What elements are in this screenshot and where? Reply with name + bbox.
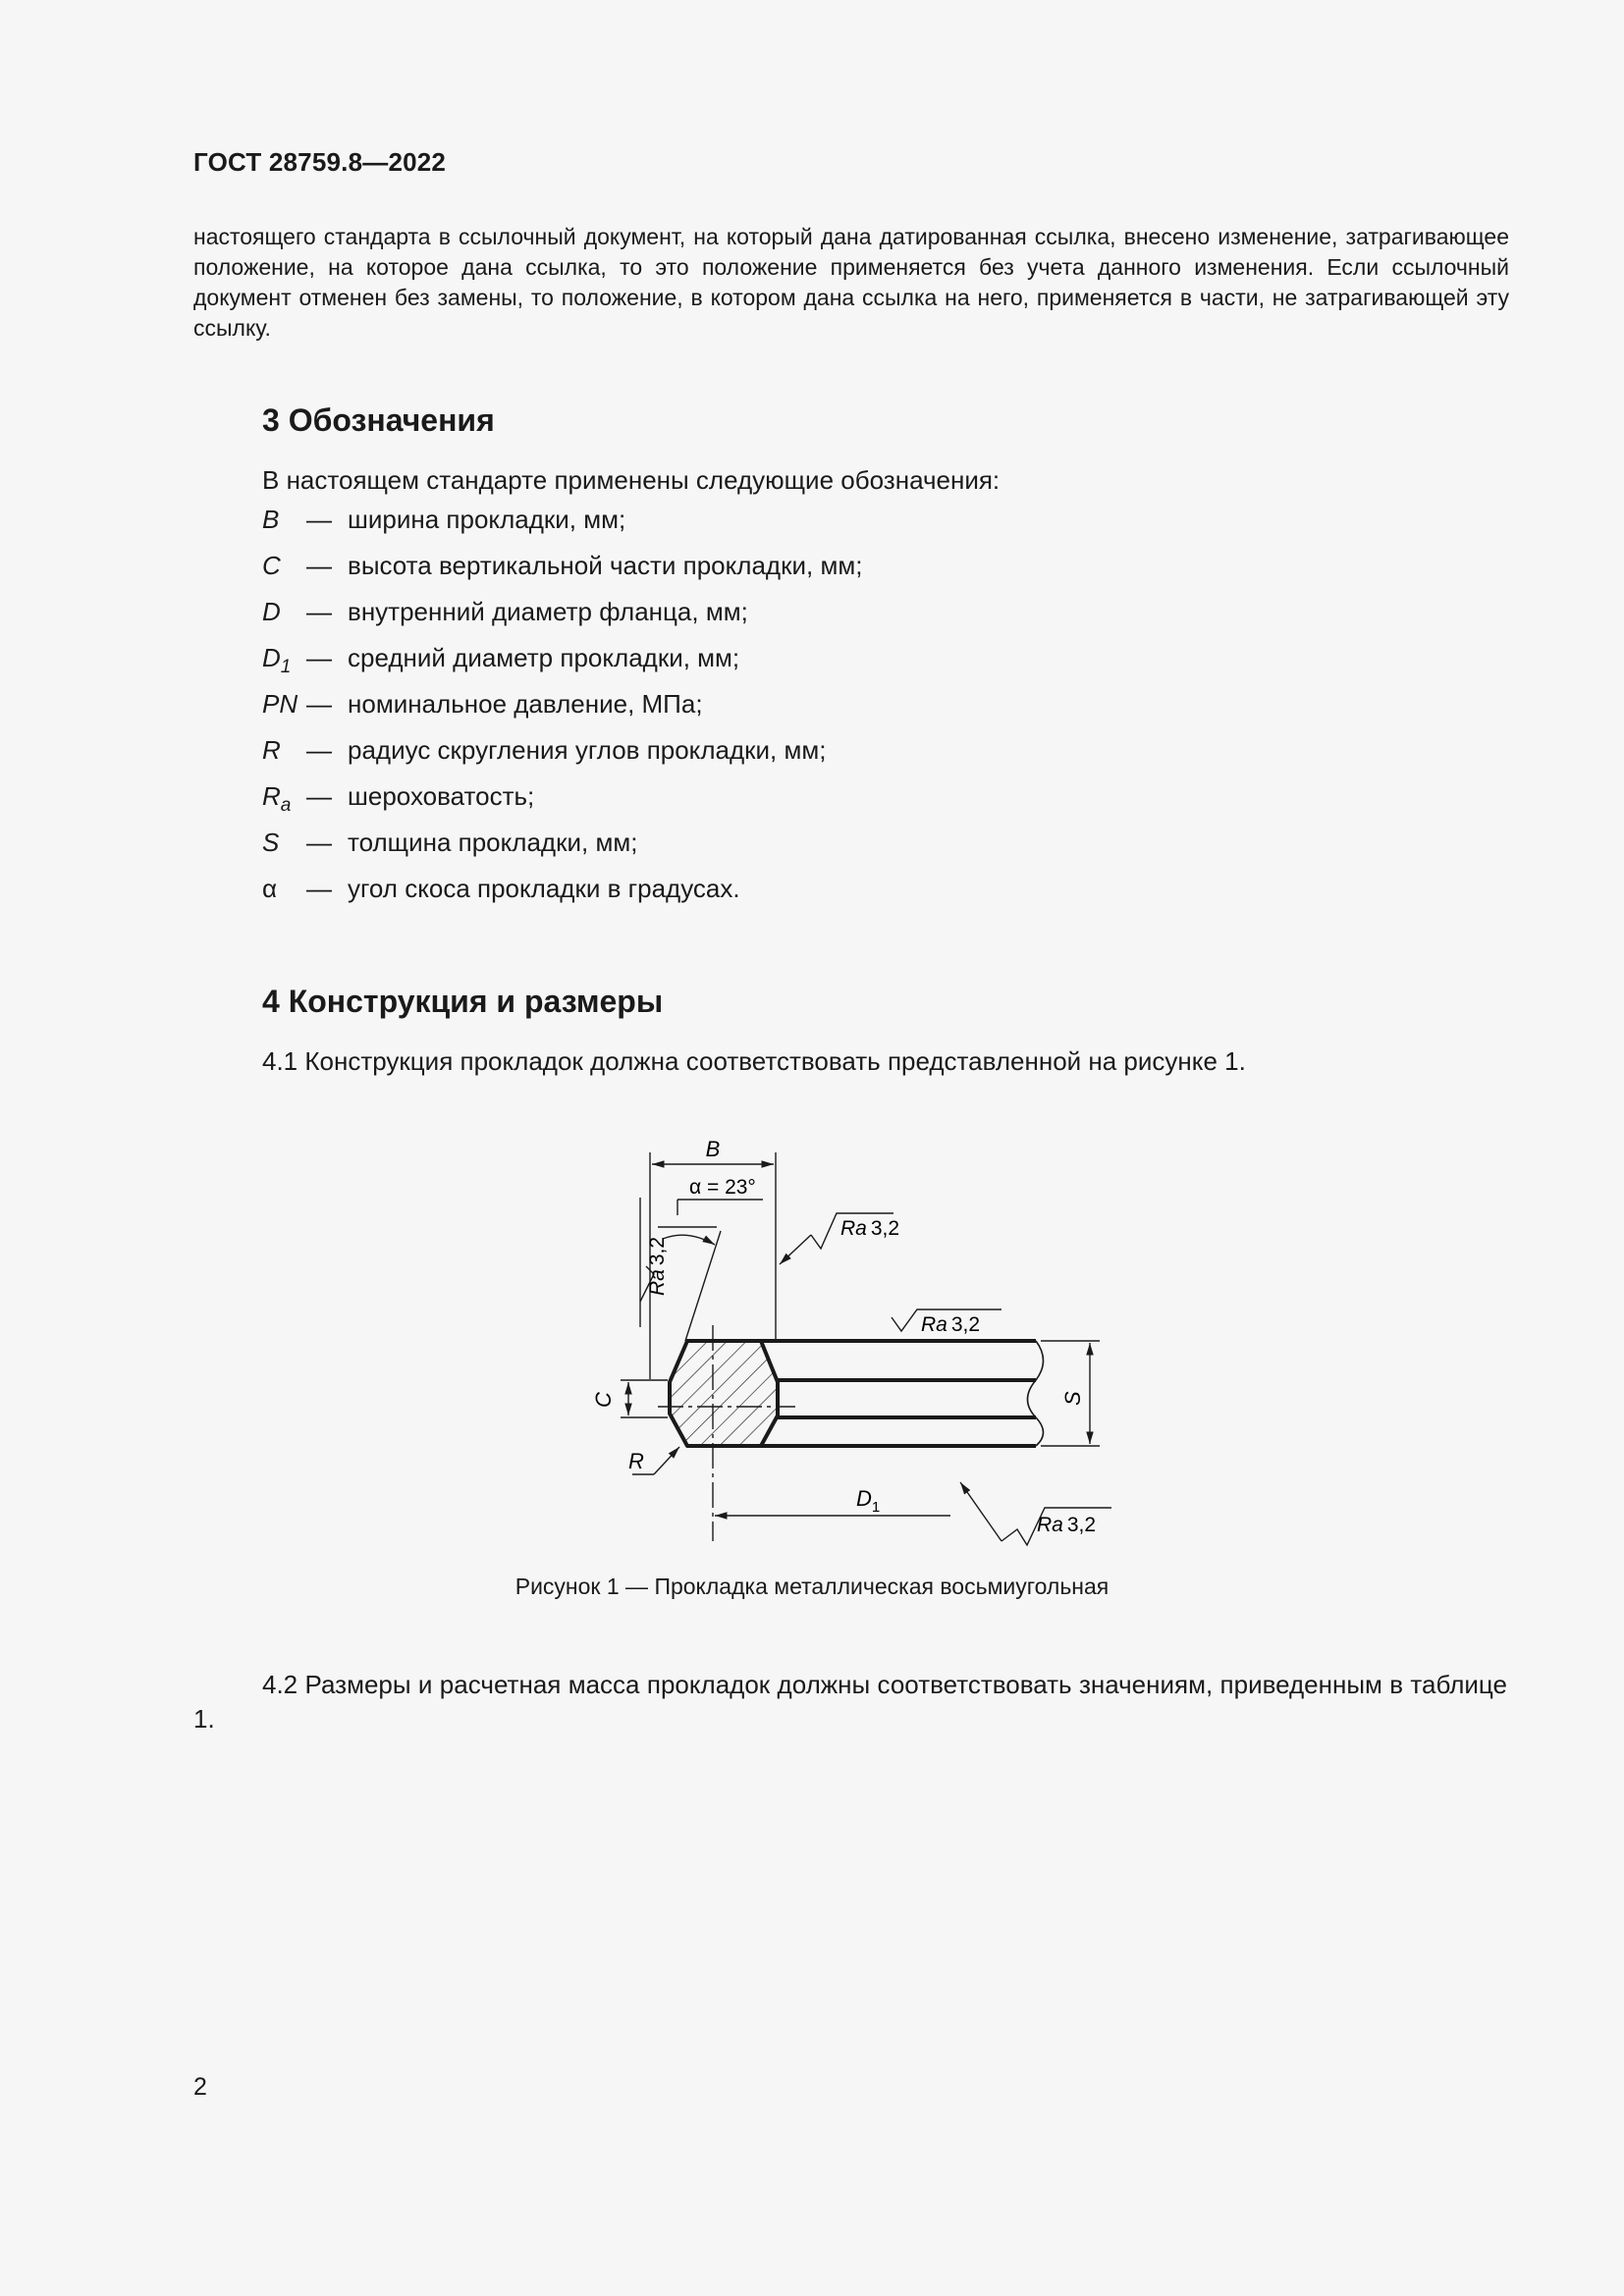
- symbol-name: [262, 733, 306, 767]
- symbol-name: [262, 687, 306, 721]
- ra-surface-label: Ra 3,2: [921, 1313, 981, 1336]
- symbol-description: толщина прокладки, мм;: [348, 828, 638, 857]
- section-3-lead: В настоящем стандарте применены следующие обозначения:: [262, 465, 1001, 495]
- symbol-dash: —: [306, 643, 332, 672]
- symbol-description: радиус скругления углов прокладки, мм;: [348, 735, 827, 765]
- symbol-row: [262, 872, 862, 918]
- break-line: [1028, 1341, 1044, 1446]
- symbol-description: средний диаметр прокладки, мм;: [348, 643, 740, 672]
- symbol-name: [262, 595, 306, 628]
- symbol-row: [262, 687, 862, 733]
- symbol-row: [262, 779, 862, 826]
- symbol-letter: S: [262, 828, 280, 857]
- symbol-description: шероховатость;: [348, 781, 535, 811]
- symbol-description: угол скоса прокладки в градусах.: [348, 874, 740, 903]
- symbol-letter: B: [262, 505, 280, 534]
- radius-label: R: [628, 1449, 644, 1473]
- symbol-dash: —: [306, 597, 332, 626]
- symbol-name: [262, 641, 306, 684]
- symbol-description: ширина прокладки, мм;: [348, 505, 626, 534]
- ra-top-label: Ra 3,2: [840, 1217, 900, 1240]
- figure-1: [569, 1129, 1139, 1561]
- symbol-row: [262, 549, 862, 595]
- symbol-dash: —: [306, 689, 332, 719]
- dim-s-label: S: [1060, 1391, 1085, 1406]
- ra-bottom-label: Ra 3,2: [1037, 1514, 1097, 1536]
- symbol-dash: —: [306, 735, 332, 765]
- ra-bottom-leader: [960, 1482, 1001, 1541]
- section-4-title: 4 Конструкция и размеры: [262, 984, 664, 1019]
- paragraph-4-2-text: 4.2 Размеры и расчетная масса прокладок должны соответствовать значениям, приведенным в таблице 1.: [193, 1670, 1507, 1734]
- dim-b-label: B: [705, 1137, 721, 1161]
- ra-left-label: Ra3,2: [646, 1236, 669, 1296]
- symbol-dash: —: [306, 874, 332, 903]
- symbol-letter: C: [262, 551, 281, 580]
- paragraph-4-2: [193, 1668, 1507, 1736]
- symbols-list: [262, 503, 862, 918]
- octagon-hatched: [670, 1341, 778, 1446]
- dim-c-label: C: [591, 1392, 616, 1408]
- page-number: 2: [193, 2073, 207, 2101]
- angle-arc: [663, 1235, 715, 1245]
- section-3-title: 3 Обозначения: [262, 402, 495, 438]
- symbol-dash: —: [306, 828, 332, 857]
- symbol-row: [262, 503, 862, 549]
- symbol-name: [262, 872, 306, 905]
- symbol-letter: R: [262, 735, 281, 765]
- symbol-description: внутренний диаметр фланца, мм;: [348, 597, 748, 626]
- symbol-name: [262, 503, 306, 536]
- symbol-row: [262, 641, 862, 687]
- symbol-letter: α: [262, 874, 278, 903]
- symbol-row: [262, 826, 862, 872]
- document-header: ГОСТ 28759.8—2022: [193, 147, 447, 177]
- symbol-row: [262, 595, 862, 641]
- symbol-subscript: a: [280, 795, 292, 816]
- symbol-subscript: 1: [280, 657, 292, 677]
- symbol-name: [262, 826, 306, 859]
- intro-paragraph: настоящего стандарта в ссылочный документ, на который дана датированная ссылка, внесено изменение, затрагивающее положение, на которое дана ссылка, то это положение применяется без учета данного изменения. Если ссылочный документ отменен без замены, то положение, в котором дана ссылка на него, применяется в части, не затрагивающей эту ссылку.: [193, 224, 1509, 341]
- symbol-letter: PN: [262, 689, 298, 719]
- symbol-dash: —: [306, 505, 332, 534]
- dim-d1-label: $D_1$: [856, 1486, 881, 1516]
- symbol-letter: R: [262, 781, 281, 811]
- symbol-letter: D: [262, 597, 281, 626]
- symbol-name: [262, 779, 306, 823]
- symbol-row: [262, 733, 862, 779]
- symbol-description: высота вертикальной части прокладки, мм;: [348, 551, 863, 580]
- figure-1-caption: Рисунок 1 — Прокладка металлическая восьмиугольная: [514, 1574, 1110, 1599]
- symbol-letter: D: [262, 643, 281, 672]
- symbol-dash: —: [306, 551, 332, 580]
- symbol-description: номинальное давление, МПа;: [348, 689, 703, 719]
- paragraph-4-1: 4.1 Конструкция прокладок должна соответствовать представленной на рисунке 1.: [262, 1046, 1246, 1076]
- gasket-drawing: [569, 1129, 1139, 1561]
- symbol-dash: —: [306, 781, 332, 811]
- symbol-name: [262, 549, 306, 582]
- angle-label: α = 23°: [689, 1176, 756, 1199]
